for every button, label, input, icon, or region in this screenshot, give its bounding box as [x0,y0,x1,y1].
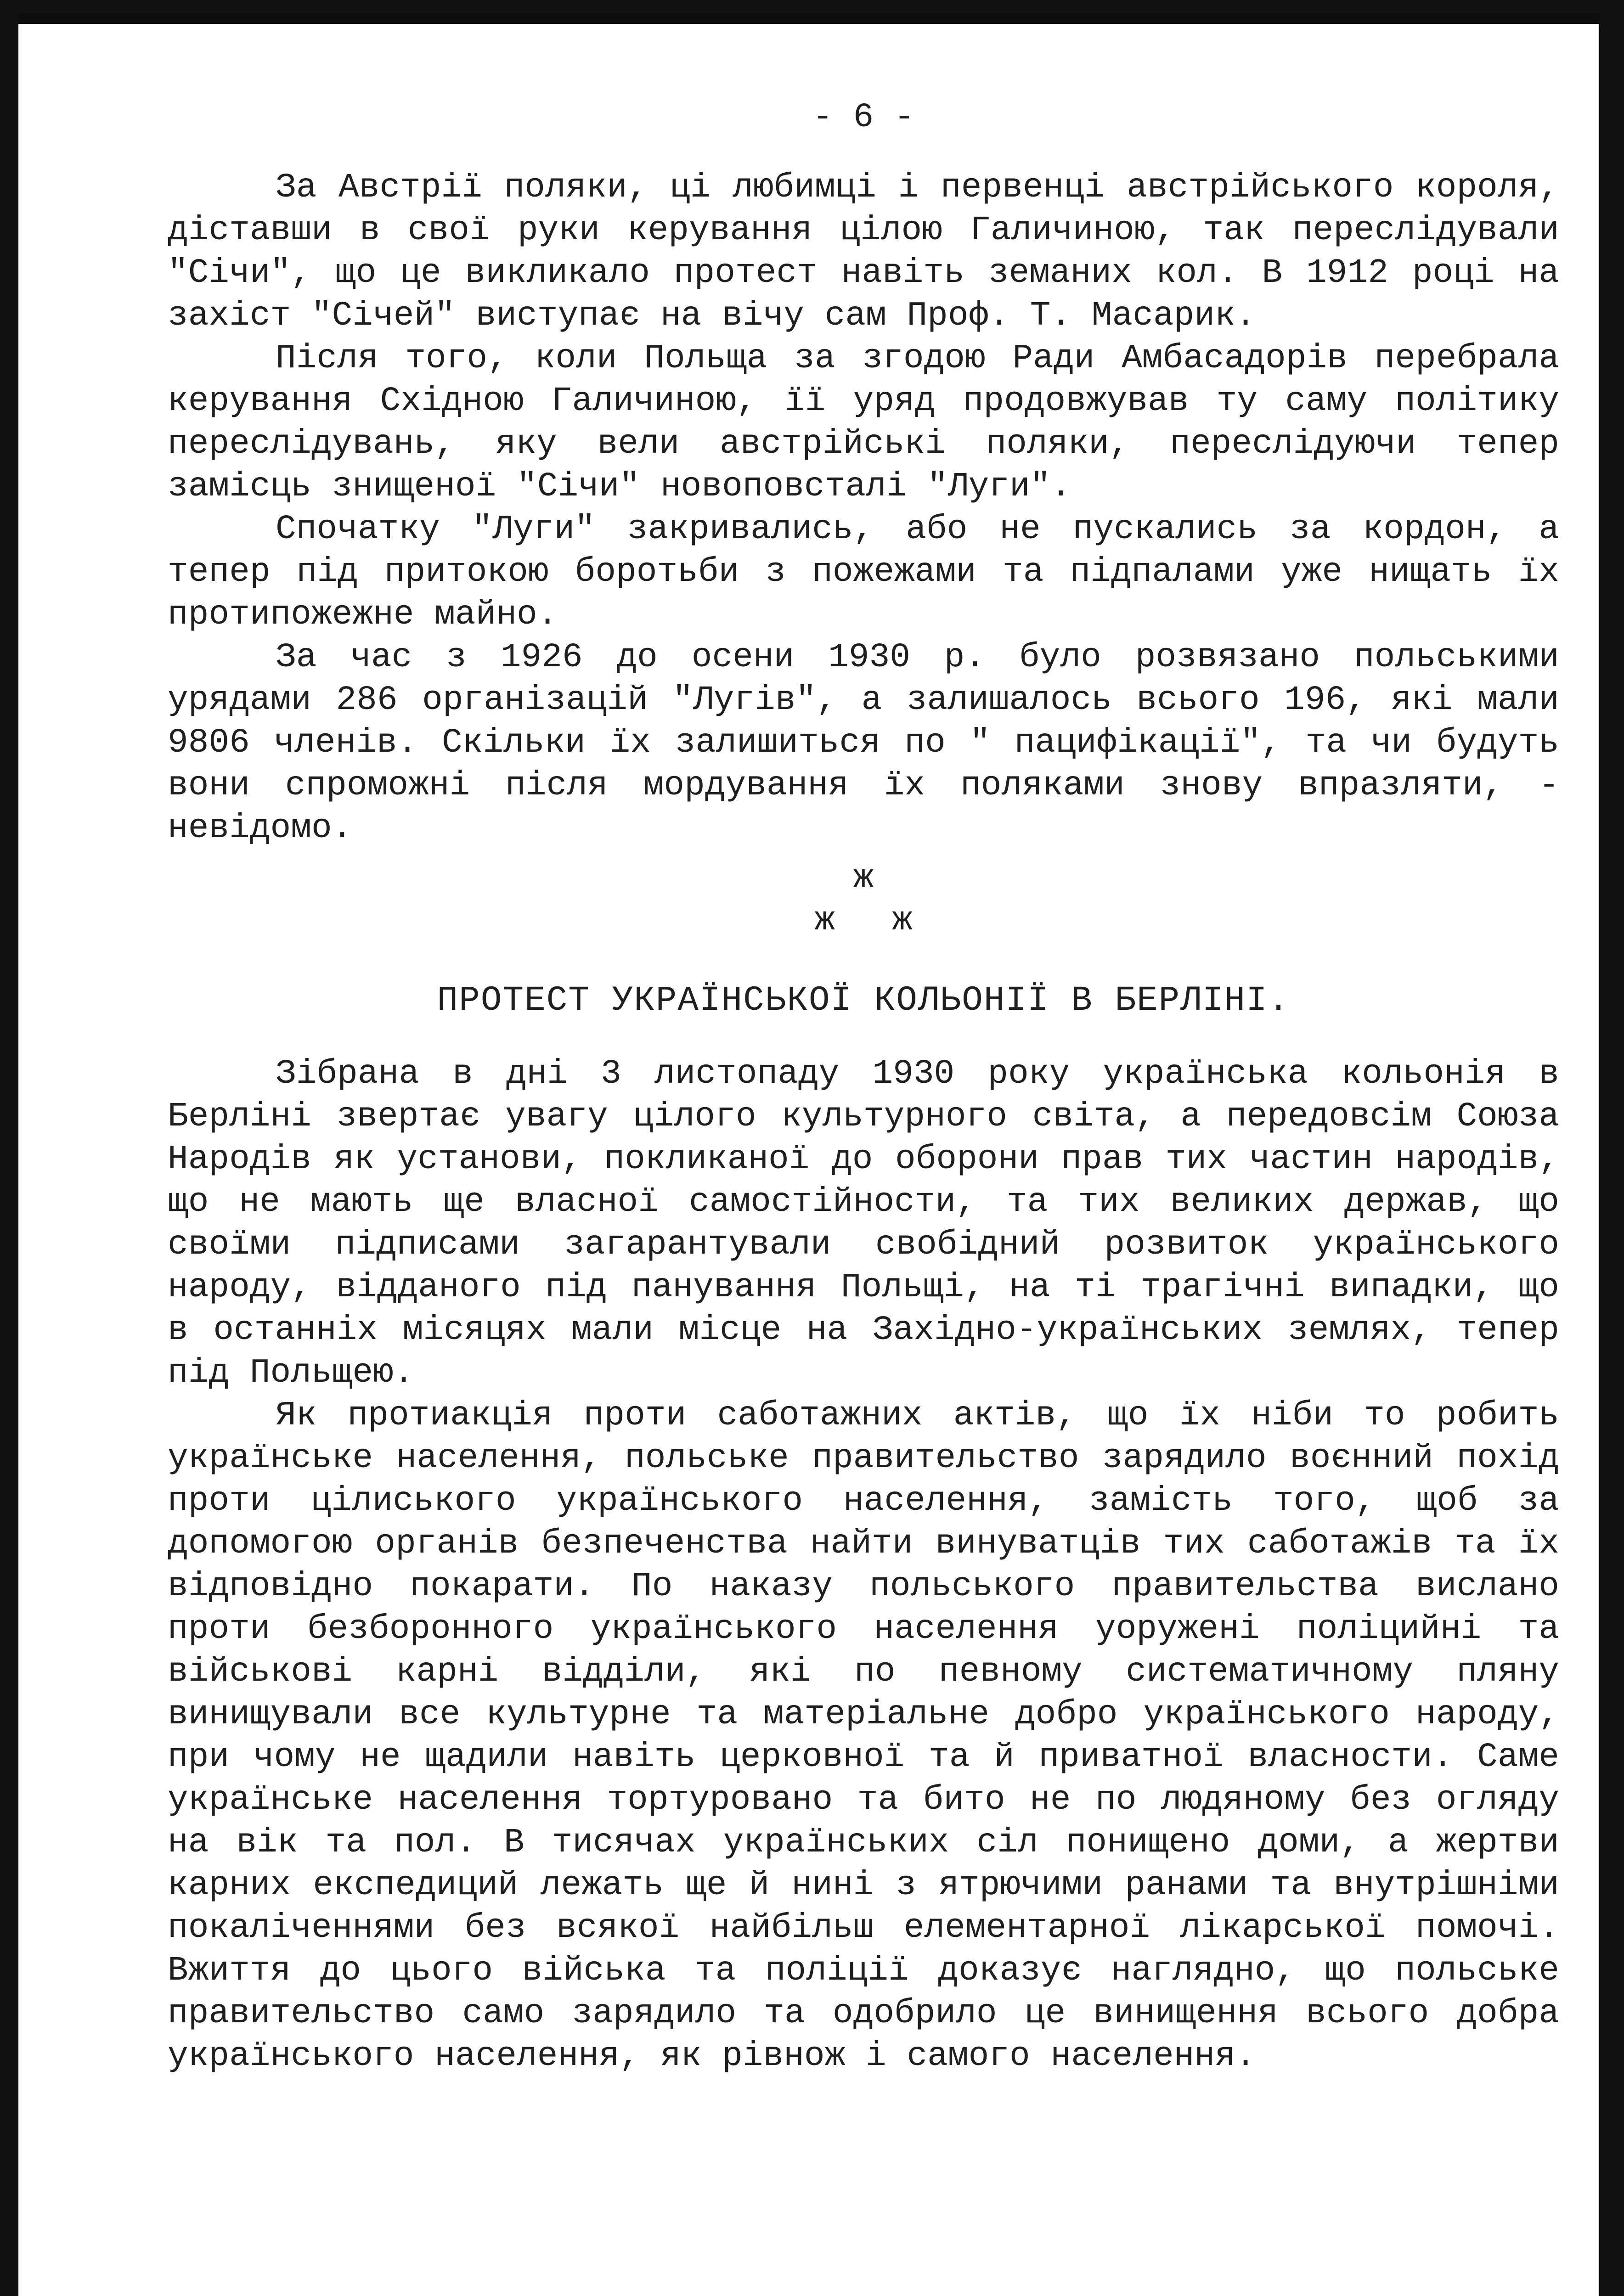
section-heading: ПРОТЕСТ УКРАЇНСЬКОЇ КОЛЬОНІЇ В БЕРЛІНІ. [437,981,1290,1020]
section-separator [168,859,1559,957]
paragraph: Спочатку "Луги" закривались, або не пускались за кордон, а тепер під притокою боротьби з пожежами та підпалами уже нищать їх протипожежне майно. [168,510,1559,634]
paragraph: За Австрії поляки, ці любимці і первенці австрійського короля, діставши в свої руки керування цілою Галичиною, так переслідували "Січи", що це викликало протест навіть земаних кол. В 1912 році на захіст "Січей" виступає на вічу сам Проф. Т. Масарик. [168,169,1559,335]
paragraph: Як протиакція проти саботажних актів, що їх ніби то робить українське населення, польське правительство зарядило воєнний похід проти цілиського українського населення, замість того, щоб за допомогою органів безпеченства найти винуватців тих саботажів та їх відповідно покарати. По наказу польського правительства вислано проти безборонного українського населення уоружені поліцийні та військові карні відділи, які по певному систематичному пляну винищували все культурне та матеріальне добро українського народу, при чому не щадили навіть церковної та й приватної власности. Саме українське населення тортуровано та бито не по людяному без огляду на вік та пол. В тисячах українських сіл понищено доми, а жертви карних експедиций лежать ще й нині з ятрючими ранами та внутрішніми покаліченнями без всякої найбільш елементарної лікарської помочі. Вжиття до цього війська та поліції доказує наглядно, що польське правительство само зарядило та одобрило це винищення всього добра українського населення, як рівнож і самого населення. [168,1396,1559,2076]
paragraph: Зібрана в дні 3 листопаду 1930 року українська кольонія в Берліні звертає увагу цілого культурного світа, а передовсім Союза Народів як установи, покликаної до оборони прав тих частин народів, що не мають ще власної самостійности, та тих великих держав, що своїми підписами загарантували свобідний розвиток українського народу, відданого під панування Польщі, на ті трагічні випадки, що в останніх місяцях мали місце на Західно-українських землях, тепер під Польщею. [168,1055,1559,1392]
document-page [18,13,1599,2296]
separator-mark: ж [853,859,874,898]
paragraph: Після того, коли Польща за згодою Ради Амбасадорів перебрала керування Східною Галичиною, її уряд продовжував ту саму політику переслідувань, яку вели австрійські поляки, переслідуючи тепер замісць знищеної "Січи" новоповсталі "Луги". [168,339,1559,506]
film-edge [18,13,1599,24]
paragraph: За час з 1926 до осени 1930 р. було розвязано польськими урядами 286 організацій "Лугів", а залишалось всього 196, які мали 9806 членів. Скільки їх залишиться по " пацифікації", та чи будуть вони спроможні після мордування їх поляками знову впразляти, - невідомо. [168,638,1559,848]
document-body [168,167,1559,2078]
page-number: - 6 - [812,98,915,137]
separator-mark: ж ж [814,901,913,940]
